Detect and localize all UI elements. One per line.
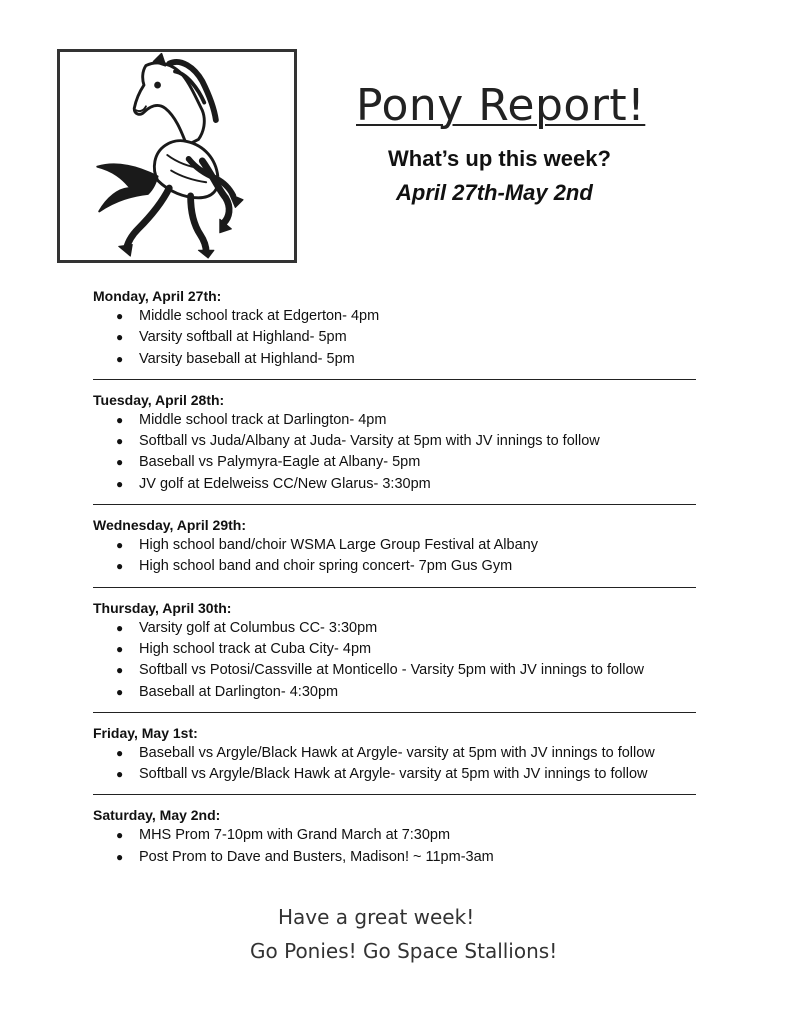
event-list (93, 306, 696, 370)
list-item (93, 825, 696, 846)
bullet-icon: ● (116, 641, 124, 656)
bullet-icon: ● (116, 412, 124, 427)
event-text: MHS Prom 7-10pm with Grand March at 7:30pm (139, 827, 451, 844)
event-text: Softball vs Argyle/Black Hawk at Argyle- varsity at 5pm with JV innings to follow (139, 766, 648, 783)
day-heading: Thursday, April 30th: (93, 599, 232, 616)
event-text: Middle school track at Darlington- 4pm (139, 411, 387, 428)
bullet-icon: ● (116, 455, 124, 470)
list-item (93, 682, 696, 703)
list-item (93, 452, 696, 473)
list-item (93, 556, 696, 577)
page-subtitle: What’s up this week? (388, 146, 611, 171)
bullet-icon: ● (116, 620, 124, 635)
event-text: Varsity softball at Highland- 5pm (139, 329, 347, 346)
list-item (93, 618, 696, 639)
event-text: Varsity baseball at Highland- 5pm (139, 350, 355, 367)
event-list (93, 535, 696, 578)
event-list (93, 410, 696, 495)
date-range: April 27th-May 2nd (396, 180, 593, 205)
event-list (93, 618, 696, 703)
day-section-monday (93, 287, 696, 370)
event-list (93, 825, 696, 868)
bullet-icon: ● (116, 767, 124, 782)
day-section-friday (93, 724, 696, 786)
bullet-icon: ● (116, 663, 124, 678)
page-title: Pony Report! (356, 80, 646, 131)
event-text: Baseball vs Argyle/Black Hawk at Argyle- varsity at 5pm with JV innings to follow (139, 744, 655, 761)
event-text: Middle school track at Edgerton- 4pm (139, 308, 380, 324)
divider (93, 794, 696, 795)
bullet-icon: ● (116, 351, 124, 366)
list-item (93, 349, 696, 370)
day-section-thursday (93, 599, 696, 703)
event-text: Baseball at Darlington- 4:30pm (139, 683, 339, 700)
bullet-icon: ● (116, 330, 124, 345)
day-section-saturday (93, 806, 696, 868)
list-item (93, 306, 696, 327)
event-text: JV golf at Edelweiss CC/New Glarus- 3:30pm (139, 475, 431, 492)
list-item (93, 327, 696, 348)
day-heading: Wednesday, April 29th: (93, 517, 246, 534)
mascot-logo (57, 49, 297, 263)
list-item (93, 847, 696, 868)
day-heading: Friday, May 1st: (93, 724, 198, 741)
list-item (93, 743, 696, 764)
event-text: Post Prom to Dave and Busters, Madison! ~ 11pm-3am (139, 848, 494, 865)
list-item (93, 639, 696, 660)
list-item (93, 535, 696, 556)
event-text: Softball vs Juda/Albany at Juda- Varsity at 5pm with JV innings to follow (139, 433, 600, 450)
event-text: High school track at Cuba City- 4pm (139, 640, 372, 657)
event-text: High school band/choir WSMA Large Group Festival at Albany (139, 537, 538, 554)
event-text: Varsity golf at Columbus CC- 3:30pm (139, 619, 378, 636)
weekly-schedule (93, 287, 696, 868)
bullet-icon: ● (116, 538, 124, 553)
bullet-icon: ● (116, 309, 124, 323)
bullet-icon: ● (116, 434, 124, 449)
day-heading: Monday, April 27th: (93, 288, 222, 304)
divider (93, 379, 696, 380)
day-heading: Saturday, May 2nd: (93, 807, 221, 824)
divider (93, 712, 696, 713)
list-item (93, 431, 696, 452)
closing-line-2: Go Ponies! Go Space Stallions! (250, 939, 558, 963)
event-list (93, 743, 696, 786)
list-item (93, 410, 696, 431)
bullet-icon: ● (116, 476, 124, 491)
stallion-mascot-icon (60, 52, 294, 260)
bullet-icon: ● (116, 828, 124, 843)
event-text: Softball vs Potosi/Cassville at Monticello - Varsity 5pm with JV innings to follow (139, 662, 645, 679)
bullet-icon: ● (116, 559, 124, 574)
list-item (93, 764, 696, 785)
event-text: Baseball vs Palymyra-Eagle at Albany- 5pm (139, 454, 421, 471)
day-section-wednesday (93, 516, 696, 578)
divider (93, 587, 696, 588)
day-heading: Tuesday, April 28th: (93, 391, 225, 408)
bullet-icon: ● (116, 849, 124, 864)
event-text: High school band and choir spring concert- 7pm Gus Gym (139, 558, 513, 575)
list-item (93, 474, 696, 495)
closing-line-1: Have a great week! (278, 905, 475, 929)
bullet-icon: ● (116, 745, 124, 760)
list-item (93, 660, 696, 681)
divider (93, 504, 696, 505)
bullet-icon: ● (116, 684, 124, 699)
day-section-tuesday (93, 391, 696, 495)
